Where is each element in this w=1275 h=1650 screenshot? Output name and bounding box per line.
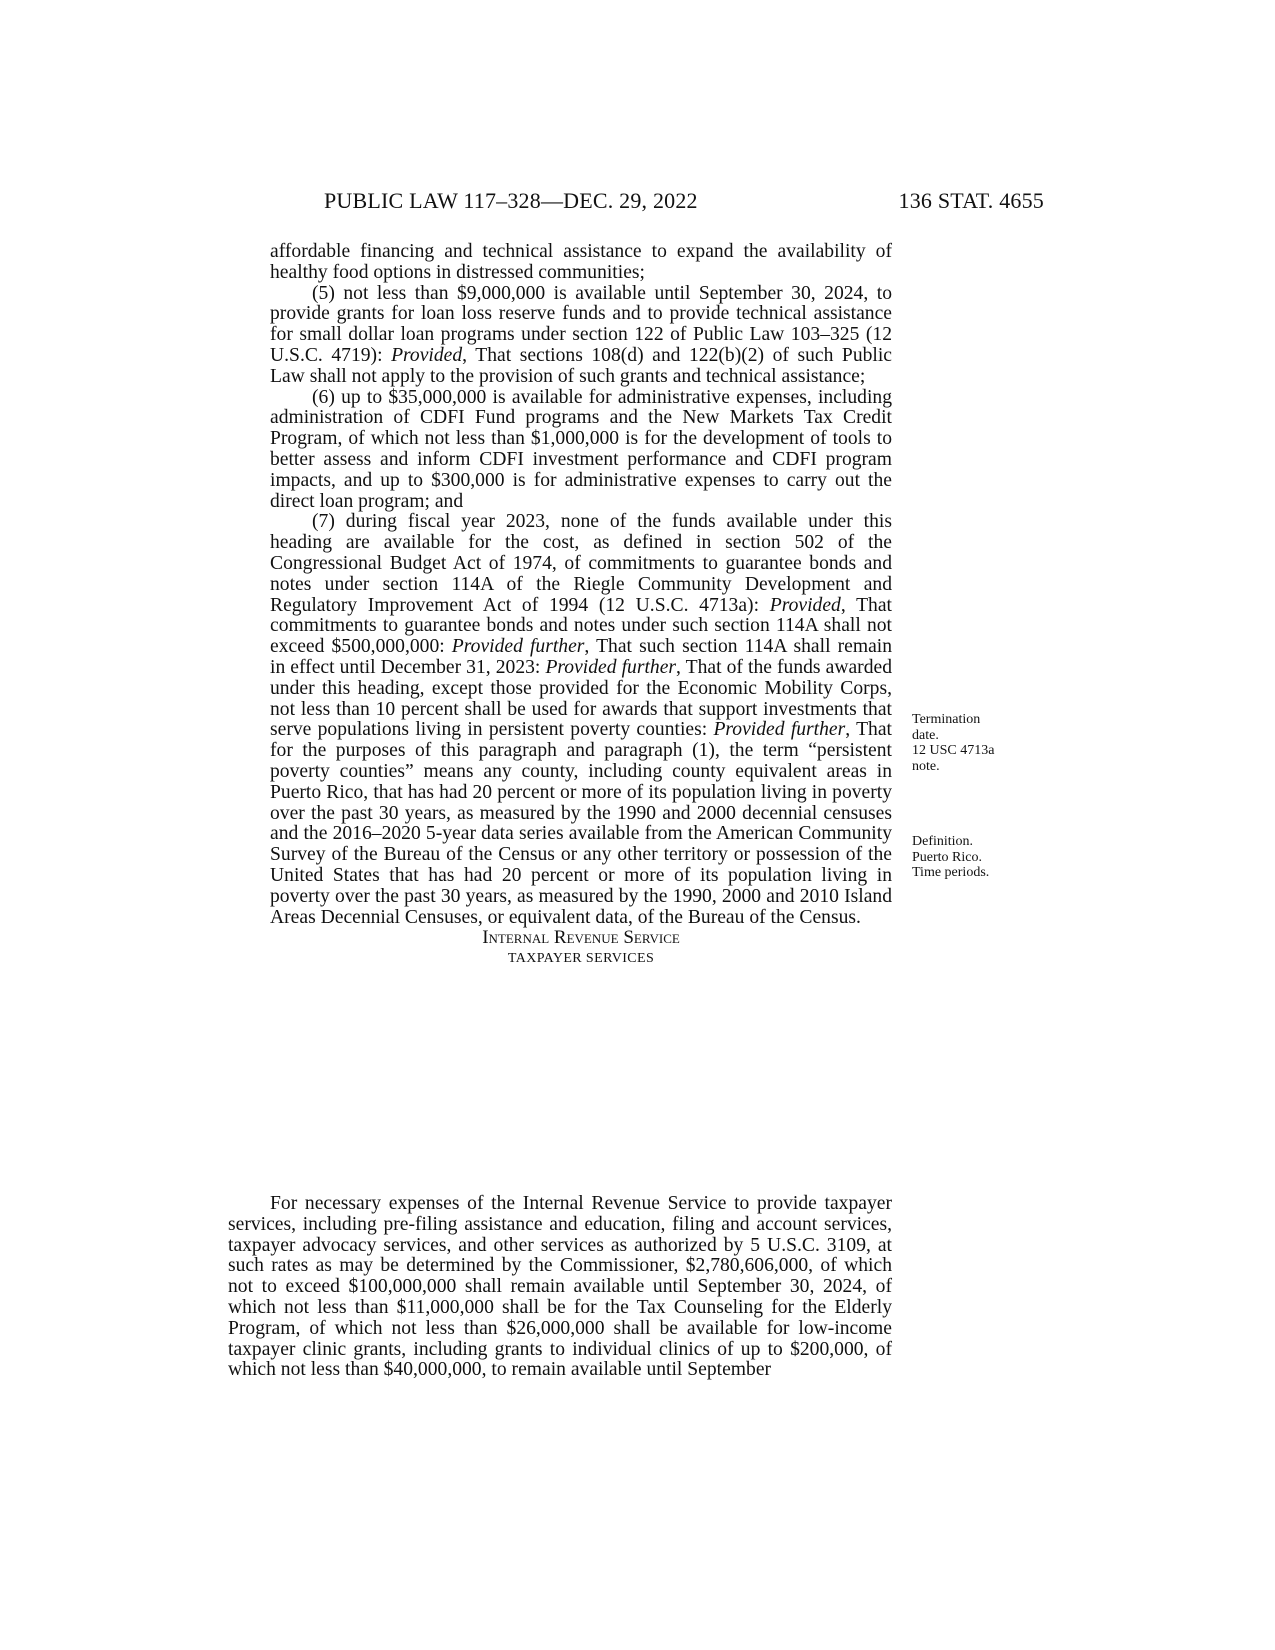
paragraph-7-text-e: , That for the purposes of this paragraph and paragraph (1), the term “persistent poverty counties” means any county, including county equivalent areas in Puerto Rico, that has had 20 percent or more of its population living in poverty over the past 30 years, as measured by the 1990 and 2000 decennial censuses and the 2016–2020 5-year data series available from the American Community Survey of the Bureau of the Census or any other territory or possession of the United States that has had 20 percent or more of its population living in poverty over the past 30 years, as measured by the 1990, 2000 and 2010 Island Areas Decennial Censuses, or equivalent data, of the Bureau of the Census. <box>270 719 892 928</box>
paragraph-7-text-a: (7) during fiscal year 2023, none of the funds available under this heading are available for the cost, as defined in section 502 of the Congressional Budget Act of 1974, of commitments to guarantee bonds and notes under section 114A of the Riegle Community Development and Regulatory Improvement Act of 1994 (12 U.S.C. 4713a): <box>270 511 892 616</box>
paragraph-7-text-b: , That commitments to guarantee bonds and notes under such section 114A shall not exceed $500,000,000: <box>270 594 892 658</box>
margin-note-line: note. <box>912 758 940 774</box>
paragraph-7-emphasis-2: Provided further <box>451 636 585 658</box>
margin-note-line: Time periods. <box>912 865 990 880</box>
paragraph-5-text-a: (5) not less than $9,000,000 is available until September 30, 2024, to provide grants for loan loss reserve funds and to provide technical assistance for small dollar loan programs under section 122 of Public Law 103–325 (12 U.S.C. 4719): <box>270 282 892 366</box>
margin-note-line: Puerto Rico. <box>912 849 982 865</box>
section-heading-irs: Internal Revenue Service <box>482 927 680 949</box>
taxpayer-services-text <box>228 1194 892 1381</box>
paragraph-7-text-c: , That such section 114A shall remain in effect until December 31, 2023: <box>270 636 893 678</box>
margin-note-line: Termination <box>912 712 981 727</box>
paragraph-5 <box>270 284 892 388</box>
running-header <box>324 188 1044 218</box>
paragraph-continuation <box>270 242 892 284</box>
paragraph-7-emphasis-1: Provided <box>769 594 841 616</box>
taxpayer-services-paragraph: For necessary expenses of the Internal Revenue Service to provide taxpayer services, including pre-filing assistance and education, filing and account services, taxpayer advocacy services, and other services as authorized by 5 U.S.C. 3109, at such rates as may be determined by the Commissioner, $2,780,606,000, of which not to exceed $100,000,000 shall remain available until September 30, 2024, of which not less than $11,000,000 shall be for the Tax Counseling for the Elderly Program, of which not less than $26,000,000 shall be available for low-income taxpayer clinic grants, including grants to individual clinics of up to $200,000, of which not less than $40,000,000, to remain available until September <box>228 1193 892 1381</box>
paragraph-7 <box>270 512 892 928</box>
margin-note-line: date. <box>912 727 939 743</box>
paragraph-7-emphasis-3: Provided further <box>545 656 677 678</box>
page-header-stat: 136 STAT. 4655 <box>898 188 1044 213</box>
margin-note-termination <box>912 712 994 774</box>
paragraph-5-text-b: , That sections 108(d) and 122(b)(2) of such Public Law shall not apply to the provision of such grants and technical assistance; <box>270 344 893 387</box>
main-text <box>270 242 892 970</box>
margin-note-line: 12 USC 4713a <box>912 743 995 758</box>
margin-note-line: Definition. <box>912 834 974 849</box>
paragraph-6-text: (6) up to $35,000,000 is available for administrative expenses, including administration of CDFI Fund programs and the New Markets Tax Credit Program, of which not less than $1,000,000 is for the development of tools to better assess and inform CDFI investment performance and CDFI program impacts, and up to $300,000 is for administrative expenses to carry out the direct loan program; and <box>270 386 892 512</box>
paragraph-continuation-text: affordable financing and technical assistance to expand the availability of healthy food options in distressed communities; <box>270 241 892 283</box>
margin-note-definition <box>912 834 989 881</box>
page-header-title: PUBLIC LAW 117–328—DEC. 29, 2022 <box>324 188 698 213</box>
paragraph-6 <box>270 388 892 513</box>
paragraph-7-text-d: , That of the funds awarded under this heading, except those provided for the Economic Mobility Corps, not less than 10 percent shall be used for awards that support investments that serve populations living in persistent poverty counties: <box>270 656 892 741</box>
paragraph-5-emphasis: Provided <box>391 344 463 366</box>
paragraph-7-emphasis-4: Provided further <box>713 719 846 741</box>
subheading-taxpayer-services: TAXPAYER SERVICES <box>507 951 655 967</box>
